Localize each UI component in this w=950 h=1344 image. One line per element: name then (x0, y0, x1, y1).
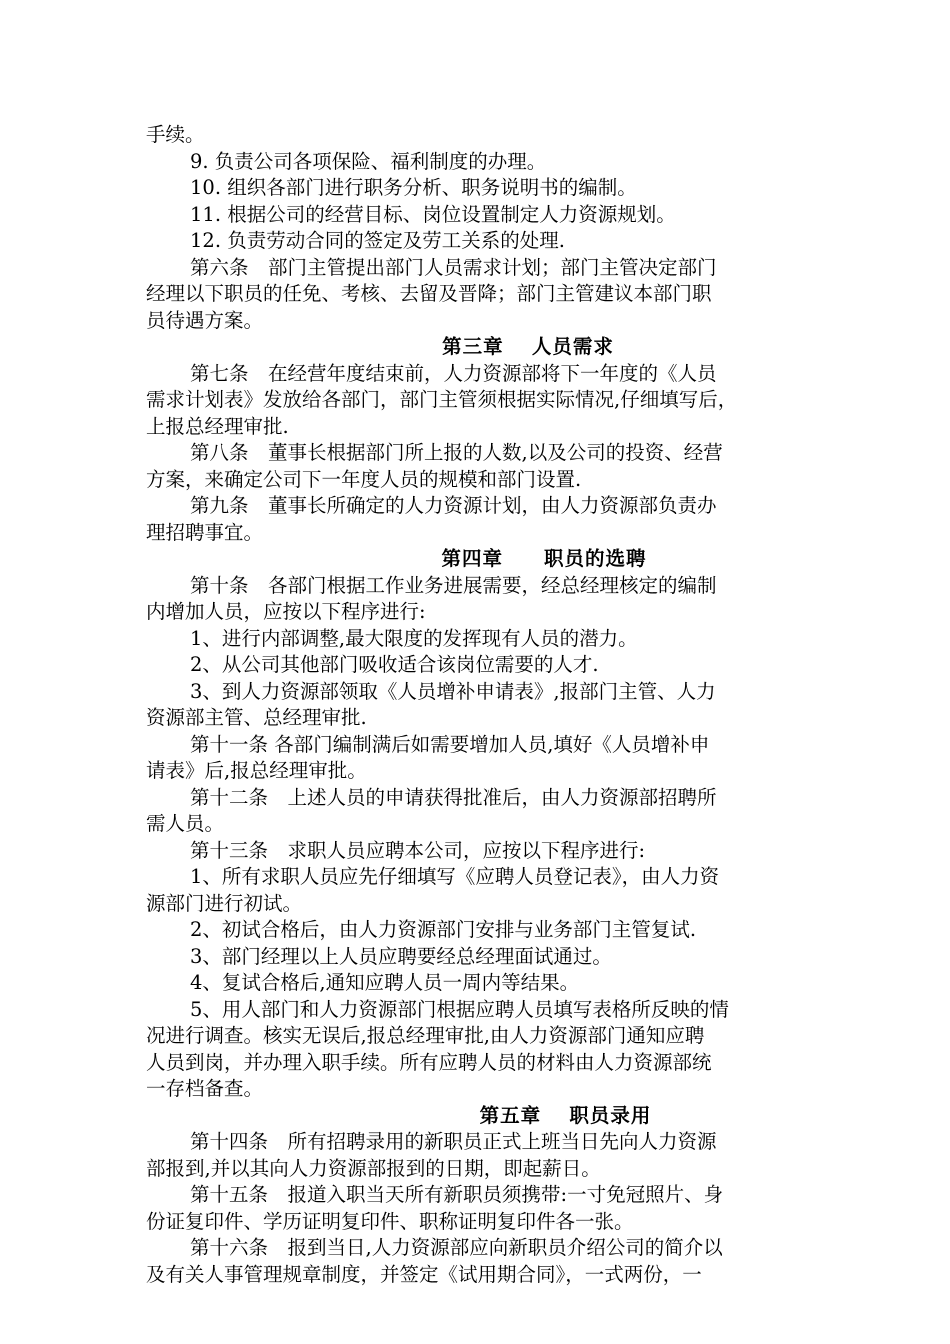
text-line: 第八条 董事长根据部门所上报的人数,以及公司的投资、经营 (190, 441, 723, 464)
text-line: 资源部主管、总经理审批. (146, 706, 367, 729)
text-line: 员待遇方案。 (146, 308, 264, 332)
chapter-heading: 第四章 职员的选聘 (441, 547, 647, 570)
text-line: 部报到,并以其向人力资源部报到的日期，即起薪日。 (146, 1156, 601, 1180)
text-line: 第十四条 所有招聘录用的新职员正式上班当日先向人力资源 (190, 1130, 717, 1153)
text-line: 5、用人部门和人力资源部门根据应聘人员填写表格所反映的情 (190, 997, 729, 1021)
text-line: 一存档备查。 (146, 1077, 264, 1100)
text-line: 第十条 各部门根据工作业务进展需要，经总经理核定的编制 (190, 573, 717, 597)
text-line: 内增加人员，应按以下程序进行: (146, 600, 426, 623)
text-line: 及有关人事管理规章制度，并签定《试用期合同》，一式两份，一 (146, 1262, 702, 1286)
text-line: 11. 根据公司的经营目标、岗位设置制定人力资源规划。 (190, 202, 676, 226)
text-line: 1、进行内部调整,最大限度的发挥现有人员的潜力。 (190, 626, 638, 650)
text-line: 第十五条 报道入职当天所有新职员须携带:一寸免冠照片、身 (190, 1183, 724, 1206)
text-line: 3、部门经理以上人员应聘要经总经理面试通过。 (190, 944, 612, 968)
text-line: 1、所有求职人员应先仔细填写《应聘人员登记表》，由人力资 (190, 865, 720, 888)
text-line: 第十一条 各部门编制满后如需要增加人员,填好《人员增补申 (190, 732, 710, 756)
text-line: 人员到岗，并办理入职手续。所有应聘人员的材料由人力资源部统 (146, 1050, 712, 1074)
text-line: 份证复印件、学历证明复印件、职称证明复印件各一张。 (146, 1209, 634, 1233)
chapter-heading: 第三章 人员需求 (442, 335, 614, 358)
text-line: 上报总经理审批. (146, 414, 289, 438)
text-line: 经理以下职员的任免、考核、去留及晋降；部门主管建议本部门职 (146, 282, 712, 305)
text-line: 源部门进行初试。 (146, 891, 303, 915)
text-line: 手续。 (146, 123, 205, 146)
text-line: 2、从公司其他部门吸收适合该岗位需要的人才. (190, 653, 599, 676)
text-line: 第六条 部门主管提出部门人员需求计划；部门主管决定部门 (190, 255, 717, 279)
text-line: 10. 组织各部门进行职务分析、职务说明书的编制。 (190, 176, 637, 199)
text-line: 第九条 董事长所确定的人力资源计划，由人力资源部负责办 (190, 494, 717, 517)
text-line: 4、复试合格后,通知应聘人员一周内等结果。 (190, 971, 580, 994)
text-line: 2、初试合格后，由人力资源部门安排与业务部门主管复试. (190, 918, 697, 941)
chapter-heading: 第五章 职员录用 (479, 1103, 652, 1127)
text-line: 况进行调查。核实无误后,报总经理审批,由人力资源部门通知应聘 (146, 1024, 705, 1047)
text-line: 3、到人力资源部领取《人员增补申请表》,报部门主管、人力 (190, 679, 716, 703)
text-line: 9. 负责公司各项保险、福利制度的办理。 (190, 149, 547, 173)
text-line: 需求计划表》发放给各部门，部门主管须根据实际情况,仔细填写后， (146, 388, 738, 411)
text-line: 第十三条 求职人员应聘本公司，应按以下程序进行: (190, 838, 646, 862)
text-line: 需人员。 (146, 812, 225, 835)
text-line: 请表》后,报总经理审批。 (146, 759, 367, 782)
text-line: 第十二条 上述人员的申请获得批准后，由人力资源部招聘所 (190, 785, 717, 809)
text-line: 方案，来确定公司下一年度人员的规模和部门设置. (146, 467, 582, 491)
text-line: 第十六条 报到当日,人力资源部应向新职员介绍公司的简介以 (190, 1236, 723, 1259)
text-line: 第七条 在经营年度结束前，人力资源部将下一年度的《人员 (190, 361, 717, 385)
text-line: 理招聘事宜。 (146, 520, 264, 544)
text-line: 12. 负责劳动合同的签定及劳工关系的处理. (190, 229, 565, 252)
